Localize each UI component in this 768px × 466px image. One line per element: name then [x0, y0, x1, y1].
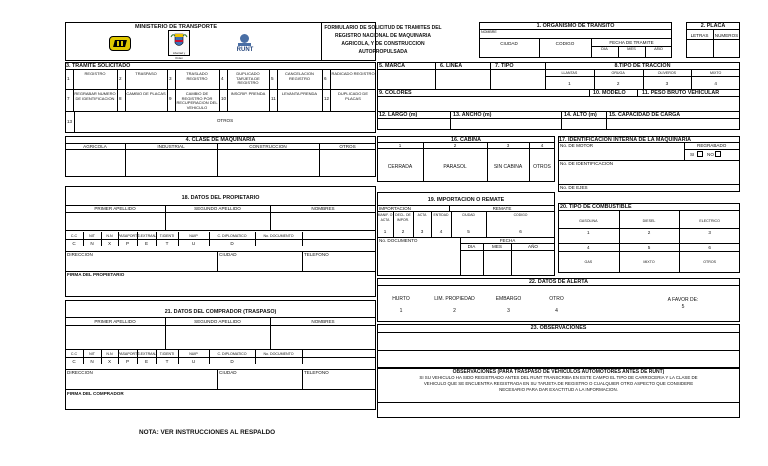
- ciudad-label: CIUDAD: [500, 41, 518, 46]
- comp-firma-label: FIRMA DEL COMPRADOR: [67, 391, 124, 396]
- nota-instrucciones: NOTA: VER INSTRUCCIONES AL RESPALDO: [139, 429, 276, 436]
- combustible-num[interactable]: 6: [708, 245, 711, 250]
- doc-type-code[interactable]: X: [107, 359, 112, 364]
- doc-type-code[interactable]: D: [230, 241, 234, 246]
- tramite-num: 5: [271, 76, 274, 81]
- doc-type-label: No. DOCUMENTO: [263, 352, 294, 356]
- combustible-title: 20. TIPO DE COMBUSTIBLE: [560, 204, 632, 210]
- coat-of-arms: [168, 30, 190, 60]
- doc-type-label: C.C: [70, 352, 78, 356]
- prop-ciudad-label: CIUDAD: [219, 252, 237, 257]
- tramite-num: 8: [119, 96, 122, 101]
- importacion-col: ACTA: [417, 213, 427, 217]
- tramite-option[interactable]: TRASPASO: [135, 71, 157, 76]
- comp-direccion-label: DIRECCION: [67, 370, 93, 375]
- tramite-otros-label: OTROS: [216, 118, 234, 123]
- cabina-title: 16. CABINA: [451, 137, 481, 143]
- tramite-num: 3: [169, 76, 172, 81]
- importacion-col: MANIF. O ACTA: [377, 213, 393, 222]
- combustible-label: DIESEL: [642, 219, 656, 223]
- nombre-field[interactable]: [479, 29, 672, 39]
- importacion-num[interactable]: 2: [401, 229, 405, 234]
- largo-label: 12. LARGO (m): [379, 112, 418, 118]
- tramite-option[interactable]: RADICADO REGISTRO: [331, 71, 375, 76]
- motor-label: No. DE MOTOR: [560, 143, 594, 148]
- alerta-option[interactable]: HURTO: [392, 296, 410, 302]
- codigo-label: CODIGO: [555, 41, 575, 46]
- ident-label: No. DE IDENTIFICACION: [560, 161, 614, 166]
- combustible-num[interactable]: 5: [647, 245, 651, 250]
- doc-type-label: PASAPORTE: [118, 234, 140, 238]
- regrabado-label: REGRABADO: [697, 143, 727, 148]
- doc-type-code[interactable]: P: [125, 359, 130, 364]
- traccion-label: ORUGA: [611, 71, 625, 75]
- doc-type-code[interactable]: E: [144, 359, 149, 364]
- organismo-title: 1. ORGANISMO DE TRANSITO: [536, 23, 615, 29]
- traccion-num[interactable]: 3: [665, 81, 669, 86]
- prop-telefono-label: TELEFONO: [304, 252, 329, 257]
- doc-type-label: C.EXTRANJ: [137, 352, 157, 356]
- regrabado-si-checkbox[interactable]: [697, 151, 703, 157]
- tramite-title: 3. TRAMITE SOLICITADO: [66, 63, 131, 69]
- combustible-label: MIXTO: [643, 260, 655, 264]
- fecha-tramite-label: FECHA DE TRAMITE: [609, 40, 654, 45]
- doc-type-code[interactable]: N: [90, 359, 94, 364]
- importacion-col: CODIGO: [513, 213, 528, 217]
- doc-type-code[interactable]: D: [230, 359, 234, 364]
- ancho-label: 13. ANCHO (m): [453, 112, 492, 118]
- combustible-label: ELECTRICO: [699, 219, 720, 223]
- seal-caption: Libertad y Orden: [172, 51, 186, 60]
- alerta-option[interactable]: LIM. PROPIEDAD: [434, 296, 475, 302]
- doc-type-code[interactable]: U: [191, 359, 196, 364]
- combustible-num[interactable]: 1: [587, 230, 590, 235]
- importacion-col: DECL. DE IMPOR.: [395, 213, 411, 222]
- combustible-label: OTROS: [703, 260, 717, 264]
- tramite-13-num: 13: [67, 119, 73, 124]
- doc-type-label: No. DOCUMENTO: [263, 234, 294, 238]
- tramite-num: 10: [221, 96, 227, 101]
- alerta-num: 4: [555, 308, 558, 314]
- alto-label: 14. ALTO (m): [564, 112, 597, 118]
- doc-type-code[interactable]: P: [125, 241, 130, 246]
- doc-type-code[interactable]: E: [144, 241, 149, 246]
- cabina-option[interactable]: CERRADA: [387, 164, 413, 170]
- combustible-num[interactable]: 3: [708, 230, 711, 235]
- importacion-num[interactable]: 5: [467, 229, 470, 234]
- prop-direccion-label: DIRECCION: [67, 252, 93, 257]
- cabina-num: 4: [540, 143, 544, 148]
- doc-type-label: C. DIPLOMATICO: [217, 234, 247, 238]
- ejes-label: No. DE EJES: [560, 185, 588, 190]
- clase-title: 4. CLASE DE MAQUINARIA: [185, 137, 256, 143]
- observaciones-title: 23. OBSERVACIONES: [530, 325, 587, 331]
- importacion-col: ENTIDAD: [433, 213, 449, 217]
- alerta-num: 1: [399, 308, 403, 314]
- tramite-num: 7: [67, 96, 70, 101]
- doc-type-label: NUIP: [189, 352, 198, 356]
- tramite-num: 1: [67, 76, 70, 81]
- cabina-option[interactable]: PARASOL: [443, 164, 467, 170]
- combustible-num[interactable]: 4: [587, 245, 590, 250]
- peso-label: 11. PESO BRUTO VEHICULAR: [642, 90, 720, 96]
- cabina-num: 1: [398, 143, 402, 148]
- doc-type-code[interactable]: N: [90, 241, 94, 246]
- doc-type-code[interactable]: C: [72, 241, 76, 246]
- tramite-option[interactable]: REGRABAR NUMERO DE IDENTIFICACION: [74, 91, 116, 101]
- tramite-num: 4: [221, 76, 224, 81]
- cabina-option[interactable]: SIN CABINA: [493, 164, 523, 170]
- alerta-num: 3: [507, 308, 510, 314]
- tramite-option[interactable]: DUPLICADO TARJETA DE REGISTRO: [236, 71, 260, 86]
- form-title-2: REGISTRO NACIONAL DE MAQUINARIA: [334, 33, 432, 39]
- importacion-num[interactable]: 6: [519, 229, 522, 234]
- comprador-title: 21. DATOS DEL COMPRADOR (TRASPASO): [164, 309, 277, 315]
- obs-runt-title: OBSERVACIONES (PARA TRASPASO DE VEHICULOS AUTOMOTORES ANTES DE RUNT): [452, 369, 665, 375]
- cabina-num: 2: [453, 143, 457, 148]
- ministry-name: MINISTERIO DE TRANSPORTE: [135, 24, 218, 30]
- propietario-title: 18. DATOS DEL PROPIETARIO: [181, 195, 260, 201]
- tramite-option[interactable]: REGISTRO: [84, 71, 106, 76]
- marca-label: 5. MARCA: [379, 63, 406, 69]
- cabina-option[interactable]: OTROS: [533, 164, 551, 170]
- traccion-label: LLANTAS: [561, 71, 578, 75]
- doc-type-label: C.C: [70, 234, 78, 238]
- doc-type-label: N.N: [106, 234, 113, 238]
- doc-type-code[interactable]: T: [165, 241, 169, 246]
- form-title-4: AUTOPROPULSADA: [358, 49, 408, 55]
- alerta-option[interactable]: OTRO: [549, 296, 564, 302]
- traccion-num[interactable]: 2: [616, 81, 620, 86]
- traccion-num[interactable]: 4: [714, 81, 717, 86]
- doc-type-label: C. DIPLOMATICO: [217, 352, 247, 356]
- alerta-option[interactable]: EMBARGO: [495, 296, 522, 302]
- tramite-num: 6: [324, 76, 327, 81]
- form-title-3: AGRICOLA, Y DE CONSTRUCCION: [341, 41, 425, 47]
- traccion-num[interactable]: 1: [568, 81, 571, 86]
- combustible-label: GAS: [584, 260, 593, 264]
- doc-type-label: C.EXTRANJ: [137, 234, 157, 238]
- ministry-logo: [109, 36, 131, 51]
- tramite-num: 11: [271, 96, 276, 101]
- tramite-option[interactable]: TRASLADO REGISTRO: [186, 71, 208, 81]
- doc-type-label: T.IDENTI: [159, 234, 175, 238]
- importacion-col: CIUDAD: [462, 213, 475, 217]
- comp-ciudad-label: CIUDAD: [219, 370, 237, 375]
- runt-logo: RUNT: [234, 34, 256, 56]
- doc-type-label: T.IDENTI: [159, 352, 175, 356]
- a-favor-label: A FAVOR DE:: [667, 297, 699, 303]
- modelo-label: 10. MODELO: [593, 90, 626, 96]
- regrabado-no-checkbox[interactable]: [715, 151, 721, 157]
- cabina-num: 3: [506, 143, 510, 148]
- tramite-option[interactable]: CAMBIO DE REGISTRO POR RECUPERACION DEL VEHICULO: [176, 91, 218, 110]
- doc-type-code[interactable]: X: [107, 241, 112, 246]
- doc-type-label: PASAPORTE: [118, 352, 140, 356]
- importacion-num[interactable]: 1: [383, 229, 387, 234]
- doc-type-code[interactable]: U: [191, 241, 196, 246]
- placa-title: 2. PLACA: [700, 23, 726, 29]
- importacion-num[interactable]: 4: [439, 229, 443, 234]
- tipo-label: 7. TIPO: [495, 63, 514, 69]
- capacidad-label: 15. CAPACIDAD DE CARGA: [609, 112, 681, 118]
- doc-type-code[interactable]: T: [165, 359, 169, 364]
- prop-firma-label: FIRMA DEL PROPIETARIO: [67, 272, 125, 277]
- tramite-option[interactable]: CAMBIO DE PLACAS: [126, 91, 166, 96]
- alerta-num: 2: [453, 308, 456, 314]
- comp-telefono-label: TELEFONO: [304, 370, 329, 375]
- linea-label: 6. LINEA: [440, 63, 463, 69]
- colores-label: 9. COLORES: [379, 90, 412, 96]
- traccion-label: MIXTO: [709, 71, 722, 75]
- doc-type-label: NIT: [89, 234, 95, 238]
- doc-type-code[interactable]: C: [72, 359, 76, 364]
- importacion-title: 19. IMPORTACION O REMATE: [427, 197, 505, 203]
- importacion-num[interactable]: 3: [420, 229, 424, 234]
- tramite-num: 2: [119, 76, 122, 81]
- alerta-title: 22. DATOS DE ALERTA: [528, 279, 589, 285]
- combustible-num[interactable]: 2: [647, 230, 651, 235]
- identificacion-title: 17. IDENTIFICACION INTERNA DE LA MAQUINARIA: [559, 137, 691, 143]
- form-title-1: FORMULARIO DE SOLICITUD DE TRAMITES DEL: [324, 25, 442, 31]
- traccion-label: OLIVEROS: [657, 71, 677, 75]
- tramite-option[interactable]: INSCRIP. PRENDA: [230, 91, 266, 96]
- doc-type-label: N.N: [106, 352, 113, 356]
- traccion-title: 8.TIPO DE TRACCION: [614, 63, 671, 69]
- doc-type-label: NIT: [89, 352, 95, 356]
- tramite-option[interactable]: LEVANTA PRENDA: [281, 91, 318, 96]
- tramite-option[interactable]: CANCELACION REGISTRO: [285, 71, 314, 81]
- tramite-num: 9: [169, 96, 172, 101]
- tramite-option[interactable]: DUPLICADO DE PLACAS: [337, 91, 368, 101]
- tramite-num: 12: [324, 96, 330, 101]
- nombre-label: NOMBRE: [481, 30, 497, 34]
- doc-type-label: NUIP: [189, 234, 198, 238]
- combustible-label: GASOLINA: [579, 219, 598, 223]
